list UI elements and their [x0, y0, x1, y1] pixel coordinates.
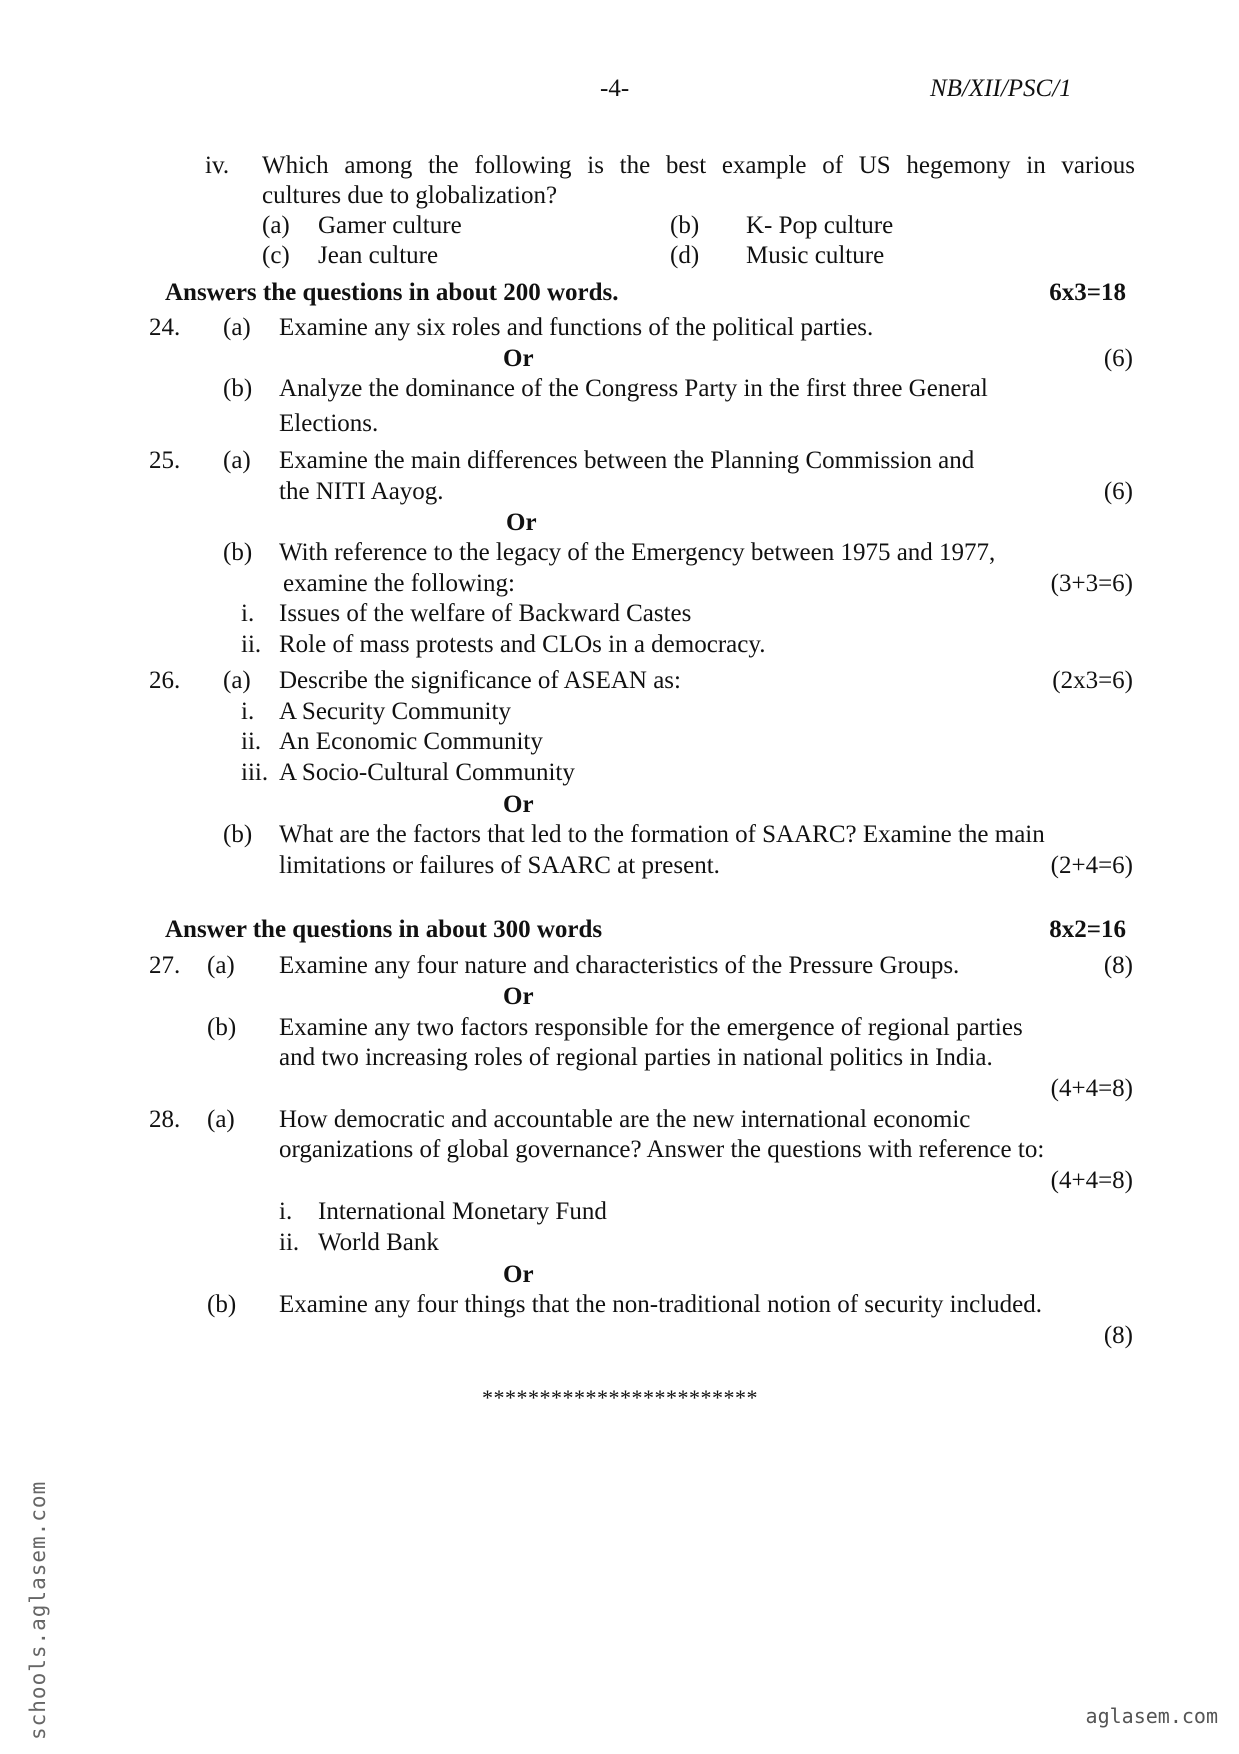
- sub-number: ii.: [279, 1229, 300, 1256]
- option-text: Gamer culture: [318, 212, 462, 239]
- option-label: (d): [670, 242, 700, 269]
- part-label: (a): [223, 314, 251, 341]
- question-text: the NITI Aayog.: [279, 478, 444, 505]
- question-number: 28.: [149, 1106, 181, 1133]
- sub-number: i.: [279, 1198, 293, 1225]
- marks: (2x3=6): [1052, 667, 1133, 694]
- question-text: Describe the significance of ASEAN as:: [279, 667, 681, 694]
- part-label: (a): [207, 1106, 235, 1133]
- or-separator: Or: [503, 791, 534, 818]
- question-text: Examine any four things that the non-traditional notion of security included.: [279, 1291, 1043, 1318]
- sub-text: International Monetary Fund: [318, 1198, 607, 1225]
- marks: (4+4=8): [1050, 1167, 1133, 1194]
- sub-number: i.: [241, 698, 255, 725]
- question-text: Examine any six roles and functions of the political parties.: [279, 314, 874, 341]
- option-label: (a): [262, 212, 290, 239]
- end-marker: ************************: [482, 1385, 758, 1410]
- marks: (6): [1103, 345, 1133, 372]
- part-label: (b): [207, 1014, 237, 1041]
- sub-number: iii.: [241, 759, 269, 786]
- sub-number: ii.: [241, 631, 262, 658]
- part-label: (a): [223, 667, 251, 694]
- sub-text: Role of mass protests and CLOs in a democracy.: [279, 631, 766, 658]
- question-number: iv.: [205, 152, 230, 179]
- section-heading: Answers the questions in about 200 words.: [165, 279, 619, 306]
- section-marks: 8x2=16: [1049, 916, 1126, 943]
- section-heading: Answer the questions in about 300 words: [165, 916, 603, 943]
- question-text: How democratic and accountable are the new international economic: [279, 1106, 971, 1133]
- sub-text: A Socio-Cultural Community: [279, 759, 575, 786]
- question-text: organizations of global governance? Answer the questions with reference to:: [279, 1136, 1045, 1163]
- part-label: (b): [223, 539, 253, 566]
- section-marks: 6x3=18: [1049, 279, 1126, 306]
- question-number: 27.: [149, 952, 181, 979]
- marks: (6): [1103, 478, 1133, 505]
- question-number: 24.: [149, 314, 181, 341]
- question-number: 25.: [149, 447, 181, 474]
- question-text: What are the factors that led to the formation of SAARC? Examine the main: [279, 821, 1045, 848]
- marks: (8): [1103, 952, 1133, 979]
- or-separator: Or: [506, 509, 537, 536]
- option-text: Music culture: [746, 242, 885, 269]
- sub-text: An Economic Community: [279, 728, 543, 755]
- question-text: With reference to the legacy of the Emergency between 1975 and 1977,: [279, 539, 996, 566]
- question-text: Elections.: [279, 410, 379, 437]
- option-label: (c): [262, 242, 290, 269]
- question-text: Examine the main differences between the Planning Commission and: [279, 447, 975, 474]
- marks: (3+3=6): [1050, 570, 1133, 597]
- page-number: -4-: [600, 75, 630, 102]
- sub-text: World Bank: [318, 1229, 439, 1256]
- or-separator: Or: [503, 345, 534, 372]
- part-label: (a): [207, 952, 235, 979]
- side-watermark: schools.aglasem.com: [26, 1480, 50, 1740]
- part-label: (b): [207, 1291, 237, 1318]
- question-text: limitations or failures of SAARC at present.: [279, 852, 720, 879]
- question-text: cultures due to globalization?: [262, 182, 558, 209]
- option-text: K- Pop culture: [746, 212, 894, 239]
- option-text: Jean culture: [318, 242, 439, 269]
- question-text: Analyze the dominance of the Congress Party in the first three General: [279, 375, 988, 402]
- question-number: 26.: [149, 667, 181, 694]
- question-text: Which among the following is the best example of US hegemony in various: [262, 152, 1135, 179]
- footer-watermark: aglasem.com: [1085, 1704, 1218, 1728]
- marks: (8): [1103, 1322, 1133, 1349]
- question-text: Examine any four nature and characteristics of the Pressure Groups.: [279, 952, 960, 979]
- part-label: (a): [223, 447, 251, 474]
- question-text: Examine any two factors responsible for the emergence of regional parties: [279, 1014, 1023, 1041]
- marks: (4+4=8): [1050, 1075, 1133, 1102]
- sub-text: Issues of the welfare of Backward Castes: [279, 600, 692, 627]
- question-text: examine the following:: [283, 570, 515, 597]
- question-text: and two increasing roles of regional parties in national politics in India.: [279, 1044, 993, 1071]
- option-label: (b): [670, 212, 700, 239]
- paper-code: NB/XII/PSC/1: [930, 75, 1072, 102]
- sub-number: ii.: [241, 728, 262, 755]
- sub-text: A Security Community: [279, 698, 511, 725]
- or-separator: Or: [503, 1261, 534, 1288]
- marks: (2+4=6): [1050, 852, 1133, 879]
- part-label: (b): [223, 375, 253, 402]
- or-separator: Or: [503, 983, 534, 1010]
- part-label: (b): [223, 821, 253, 848]
- sub-number: i.: [241, 600, 255, 627]
